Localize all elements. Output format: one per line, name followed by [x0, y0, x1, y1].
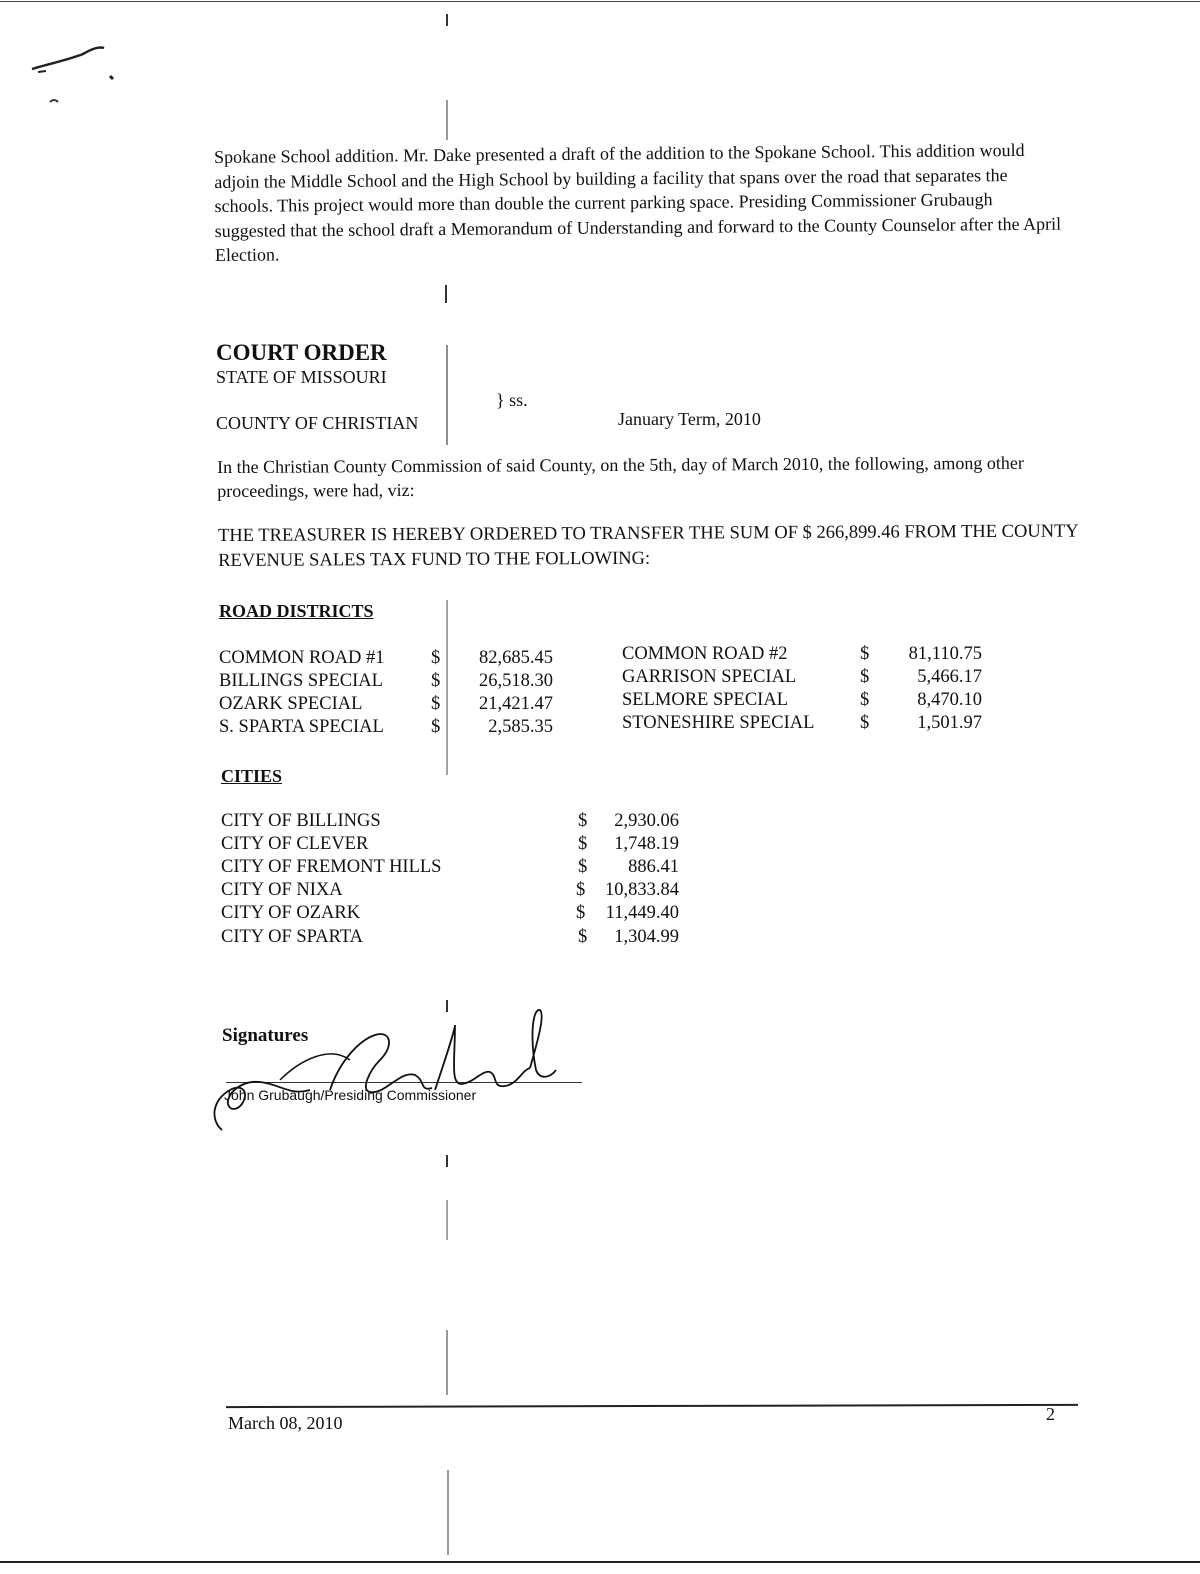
- road-district-row: [219, 670, 559, 693]
- dollar-sign: $: [860, 644, 870, 664]
- transfer-order-text: THE TREASURER IS HEREBY ORDERED TO TRANSFER THE SUM OF $ 266,899.46 FROM THE COUNTY REVENUE SALES TAX FUND TO THE FOLLOWING:: [218, 521, 1079, 571]
- city-row: [221, 879, 681, 902]
- district-amount: 82,685.45: [479, 648, 553, 668]
- dollar-sign: $: [431, 717, 441, 737]
- city-amount: 2,930.06: [614, 811, 679, 831]
- footer-rule: [226, 1404, 1078, 1408]
- dollar-sign: $: [431, 671, 441, 691]
- road-districts-heading: ROAD DISTRICTS: [219, 601, 374, 621]
- city-name: CITY OF FREMONT HILLS: [221, 857, 442, 877]
- cities-heading: CITIES: [221, 766, 283, 786]
- district-name: COMMON ROAD #2: [622, 644, 788, 664]
- city-name: CITY OF CLEVER: [221, 834, 369, 854]
- district-amount: 26,518.30: [479, 671, 553, 691]
- road-district-row: [622, 643, 984, 666]
- road-district-row: [622, 712, 984, 735]
- district-amount: 2,585.35: [488, 717, 553, 737]
- dollar-sign: $: [860, 667, 870, 687]
- district-amount: 5,466.17: [917, 667, 982, 687]
- district-name: BILLINGS SPECIAL: [219, 671, 383, 691]
- city-row: [221, 926, 681, 949]
- dollar-sign: $: [576, 880, 586, 900]
- county-line: COUNTY OF CHRISTIAN: [216, 413, 419, 433]
- state-line: STATE OF MISSOURI: [216, 367, 387, 387]
- road-district-row: [219, 693, 559, 716]
- dollar-sign: $: [431, 694, 441, 714]
- district-name: SELMORE SPECIAL: [622, 690, 789, 710]
- dollar-sign: $: [431, 648, 441, 668]
- scan-artifact-mark: [446, 1155, 448, 1167]
- signer-caption: John Grubaugh/Presiding Commissioner: [224, 1087, 477, 1103]
- district-name: STONESHIRE SPECIAL: [622, 713, 815, 733]
- ss-bracket: } ss.: [496, 390, 528, 410]
- signatures-heading: Signatures: [222, 1025, 309, 1046]
- dollar-sign: $: [578, 927, 588, 947]
- scan-top-edge: [0, 1, 1200, 2]
- scan-artifact-mark: [446, 1200, 448, 1240]
- district-amount: 1,501.97: [917, 713, 982, 733]
- city-name: CITY OF OZARK: [221, 903, 361, 923]
- dollar-sign: $: [860, 690, 870, 710]
- city-amount: 11,449.40: [605, 903, 679, 923]
- handwritten-signature: [200, 1000, 580, 1140]
- dollar-sign: $: [576, 903, 586, 923]
- city-amount: 1,304.99: [614, 927, 679, 947]
- scan-artifact-mark: [446, 1330, 448, 1395]
- road-district-row: [219, 716, 559, 739]
- scan-artifact-mark: [447, 1470, 449, 1555]
- proceedings-text: In the Christian County Commission of said County, on the 5th, day of March 2010, the following, among other proceedings, were had, viz:: [217, 452, 1024, 501]
- district-name: S. SPARTA SPECIAL: [219, 717, 384, 737]
- term-line: January Term, 2010: [618, 409, 761, 429]
- district-amount: 81,110.75: [908, 644, 982, 664]
- city-name: CITY OF NIXA: [221, 880, 343, 900]
- dollar-sign: $: [860, 713, 870, 733]
- city-name: CITY OF BILLINGS: [221, 811, 381, 831]
- court-order-title: COURT ORDER: [216, 340, 387, 365]
- city-row: [221, 902, 681, 925]
- road-district-row: [622, 689, 984, 712]
- dollar-sign: $: [578, 811, 588, 831]
- scan-scribble: [28, 36, 118, 116]
- district-amount: 8,470.10: [917, 690, 982, 710]
- road-district-row: [622, 666, 984, 689]
- page-number: 2: [1046, 1404, 1055, 1424]
- dollar-sign: $: [578, 834, 588, 854]
- district-name: GARRISON SPECIAL: [622, 667, 797, 687]
- city-amount: 886.41: [628, 857, 679, 877]
- city-name: CITY OF SPARTA: [221, 927, 364, 947]
- scan-artifact-mark: [446, 14, 448, 26]
- scan-artifact-mark: [445, 285, 447, 303]
- scan-bottom-edge: [0, 1561, 1200, 1563]
- city-row: [221, 833, 681, 856]
- footer-date: March 08, 2010: [228, 1413, 343, 1433]
- district-name: COMMON ROAD #1: [219, 648, 385, 668]
- dollar-sign: $: [578, 857, 588, 877]
- minutes-paragraph: Spokane School addition. Mr. Dake presented a draft of the addition to the Spokane School. This addition would adjoin the Middle School and the High School by building a facility that spans over the road that separates the schools. This project would more than double the current parking space. Presiding Commissioner Grubaugh suggested that the school draft a Memorandum of Understanding and forward to the County Counselor after the April Election.: [214, 139, 1062, 265]
- scan-artifact-mark: [446, 345, 448, 445]
- city-amount: 1,748.19: [614, 834, 679, 854]
- city-row: [221, 810, 681, 833]
- city-amount: 10,833.84: [605, 880, 679, 900]
- district-amount: 21,421.47: [479, 694, 553, 714]
- district-name: OZARK SPECIAL: [219, 694, 363, 714]
- road-district-row: [219, 647, 559, 670]
- city-row: [221, 856, 681, 879]
- scan-artifact-mark: [446, 100, 448, 140]
